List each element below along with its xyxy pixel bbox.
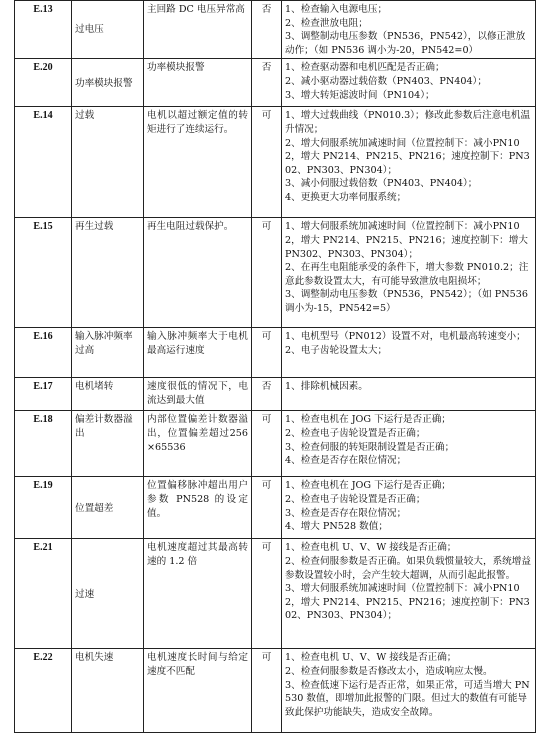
solution-line: 2、增大伺服系统加减速时间（位置控制下：减小PN102，增大 PN214、PN215、PN216；速度控制下：PN302、PN303、PN304）； xyxy=(285,137,530,176)
fault-solution xyxy=(282,59,536,107)
reset-flag: 可 xyxy=(252,411,282,477)
reset-flag: 否 xyxy=(252,59,282,107)
fault-code: E.19 xyxy=(15,477,72,539)
fault-cause: 功率模块报警 xyxy=(144,59,252,107)
solution-line: 2、检查电子齿轮设置是否正确； xyxy=(285,427,426,439)
fault-solution xyxy=(282,649,536,733)
fault-code: E.22 xyxy=(15,649,72,733)
fault-cause: 电机速度长时间与给定速度不匹配 xyxy=(144,649,252,733)
fault-name: 电机失速 xyxy=(72,649,144,733)
solution-line: 2、检查伺服参数是否修改太小，造成响应太慢。 xyxy=(285,665,493,677)
solution-line: 4、检查是否存在限位情况； xyxy=(285,455,407,467)
solution-line: 2、电子齿轮设置太大； xyxy=(285,344,388,356)
solution-line: 1、增大伺服系统加减速时间（位置控制下：减小PN102，增大 PN214、PN215、PN216；速度控制下：增大 PN302、PN303、PN304）； xyxy=(285,221,528,260)
fault-solution xyxy=(282,539,536,649)
fault-name: 输入脉冲频率过高 xyxy=(72,328,144,378)
solution-line: 3、调整制动电压参数（PN536，PN542），以修正泄放动作；（如 PN536 调小为-20，PN542=0） xyxy=(285,31,526,56)
fault-code: E.15 xyxy=(15,218,72,328)
fault-name: 功率模块报警 xyxy=(72,59,144,107)
fault-solution xyxy=(282,477,536,539)
fault-solution xyxy=(282,1,536,59)
fault-solution xyxy=(282,218,536,328)
table-row xyxy=(15,1,536,59)
fault-name: 过速 xyxy=(72,539,144,649)
fault-name: 电机堵转 xyxy=(72,378,144,411)
solution-line: 1、检查电机在 JOG 下运行是否正确； xyxy=(285,414,451,426)
solution-line: 2、减小驱动器过载倍数（PN403、PN404）； xyxy=(285,75,487,87)
reset-flag: 可 xyxy=(252,649,282,733)
solution-line: 1、电机型号（PN012）设置不对，电机最高转速变小； xyxy=(285,331,526,343)
fault-name: 再生过载 xyxy=(72,218,144,328)
solution-line: 1、检查驱动器和电机匹配是否正确； xyxy=(285,62,445,74)
reset-flag: 否 xyxy=(252,1,282,59)
table-row xyxy=(15,378,536,411)
solution-line: 3、减小伺服过载倍数（PN403、PN404）； xyxy=(285,178,478,190)
fault-cause: 电机速度超过其最高转速的 1.2 倍 xyxy=(144,539,252,649)
solution-line: 3、增大伺服系统加减速时间（位置控制下：减小PN102，增大 PN214、PN215、PN216；速度控制下：PN302、PN303、PN304）； xyxy=(285,583,530,622)
solution-line: 3、检查伺服的转矩限制设置是否正确； xyxy=(285,441,455,453)
fault-cause: 电机以超过额定值的转矩进行了连续运行。 xyxy=(144,107,252,218)
fault-name: 偏差计数器溢出 xyxy=(72,411,144,477)
solution-line: 1、增大过载曲线（PN010.3）；修改此参数后注意电机温升情况； xyxy=(285,110,531,135)
solution-line: 3、检查低速下运行是否正常，如果正常，可适当增大 PN530 数值，即增加此报警的门限。但过大的数值有可能导致此保护功能缺失，造成安全故障。 xyxy=(285,679,530,718)
solution-line: 2、检查泄放电阻； xyxy=(285,17,368,29)
fault-solution xyxy=(282,328,536,378)
table-row xyxy=(15,649,536,733)
fault-code: E.14 xyxy=(15,107,72,218)
fault-code-table xyxy=(14,0,536,733)
fault-name: 过载 xyxy=(72,107,144,218)
reset-flag: 可 xyxy=(252,107,282,218)
reset-flag: 可 xyxy=(252,328,282,378)
table-row xyxy=(15,477,536,539)
solution-line: 2、检查伺服参数是否正确。如果负载惯量较大，系统增益参数设置较小时，会产生较大超调，从而引起此报警。 xyxy=(285,555,531,581)
fault-solution xyxy=(282,378,536,411)
fault-cause: 位置偏移脉冲超出用户参数 PN528 的设定值。 xyxy=(144,477,252,539)
table-row xyxy=(15,411,536,477)
solution-line: 2、在再生电阻能承受的条件下，增大参数 PN010.2；注意此参数设置太大，有可能导致泄放电阻损坏； xyxy=(285,262,529,287)
reset-flag: 可 xyxy=(252,477,282,539)
solution-line: 1、检查电机 U、V、W 接线是否正确； xyxy=(285,542,457,554)
table-row xyxy=(15,218,536,328)
solution-line: 3、调整制动电压参数（PN536，PN542）；（如 PN536调小为-15，PN542=5） xyxy=(285,289,528,314)
solution-line: 3、检查是否存在限位情况； xyxy=(285,507,407,519)
fault-cause: 主回路 DC 电压异常高 xyxy=(144,1,252,59)
fault-code: E.16 xyxy=(15,328,72,378)
fault-code: E.20 xyxy=(15,59,72,107)
solution-line: 1、检查输入电源电压； xyxy=(285,4,388,15)
fault-name: 位置超差 xyxy=(72,477,144,539)
fault-cause: 速度很低的情况下，电流达到最大值 xyxy=(144,378,252,411)
fault-solution xyxy=(282,107,536,218)
table-row xyxy=(15,59,536,107)
table-row xyxy=(15,107,536,218)
fault-cause: 内部位置偏差计数器溢出，位置偏差超过256×65536 xyxy=(144,411,252,477)
solution-line: 1、排除机械因素。 xyxy=(285,381,368,393)
fault-code: E.18 xyxy=(15,411,72,477)
solution-line: 4、增大 PN528 数值； xyxy=(285,521,388,533)
fault-code: E.21 xyxy=(15,539,72,649)
reset-flag: 可 xyxy=(252,218,282,328)
solution-line: 1、检查电机在 JOG 下运行是否正确； xyxy=(285,480,451,492)
fault-code: E.13 xyxy=(15,1,72,59)
solution-line: 2、检查电子齿轮设置是否正确； xyxy=(285,493,426,505)
reset-flag: 可 xyxy=(252,539,282,649)
fault-solution xyxy=(282,411,536,477)
table-row xyxy=(15,539,536,649)
fault-cause: 再生电阻过载保护。 xyxy=(144,218,252,328)
solution-line: 3、增大转矩滤波时间（PN104）； xyxy=(285,89,435,101)
reset-flag: 否 xyxy=(252,378,282,411)
solution-line: 4、更换更大功率伺服系统； xyxy=(285,191,407,203)
fault-cause: 输入脉冲频率大于电机最高运行速度 xyxy=(144,328,252,378)
fault-name: 过电压 xyxy=(72,1,144,59)
fault-code: E.17 xyxy=(15,378,72,411)
solution-line: 1、检查电机 U、V、W 接线是否正确； xyxy=(285,652,457,664)
table-row xyxy=(15,328,536,378)
